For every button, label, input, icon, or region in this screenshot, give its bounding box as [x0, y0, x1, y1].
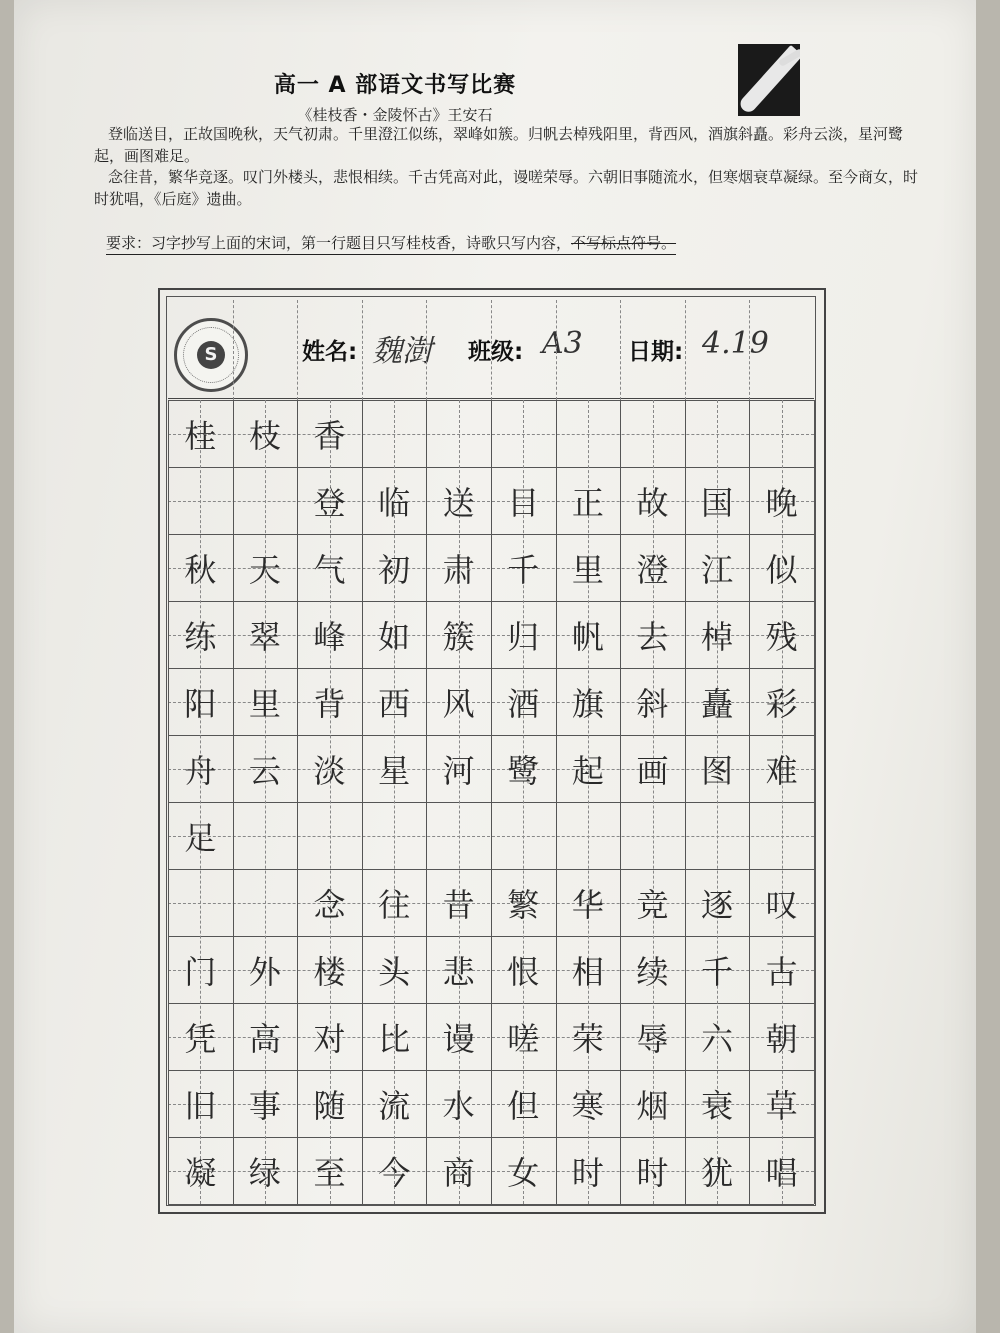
grid-cell: 千 — [701, 952, 734, 991]
grid-cell: 往 — [378, 885, 411, 924]
grid-cell — [685, 400, 750, 467]
grid-cell: 辱 — [636, 1019, 669, 1058]
grid-cell: 起 — [571, 751, 604, 790]
grid-cell — [426, 400, 491, 467]
grid-cell: 相 — [571, 952, 604, 991]
grid-cell: 犹 — [701, 1153, 734, 1192]
poem-paragraph-2: 念往昔，繁华竞逐。叹门外楼头，悲恨相续。千古凭高对此，谩嗟荣辱。六朝旧事随流水，但寒烟衰草凝绿。至今商女，时时犹唱，《后庭》遗曲。 — [94, 168, 919, 208]
grid-cell: 图 — [701, 751, 734, 790]
grid-cell: 凭 — [184, 1019, 217, 1058]
grid-cell: 送 — [442, 483, 475, 522]
name-value: 魏澍 — [372, 334, 432, 369]
grid-cell: 朝 — [765, 1019, 798, 1058]
grid-col-line — [814, 400, 815, 1204]
grid-cell: 故 — [636, 483, 669, 522]
grid-cell: 似 — [765, 550, 798, 589]
requirement-prefix: 要求：习字抄写上面的宋词，第一行题目只写桂枝香，诗歌只写内容， — [106, 234, 572, 252]
grid-cell: 水 — [442, 1086, 475, 1125]
grid-cell — [491, 400, 556, 467]
grid-cell: 舟 — [184, 751, 217, 790]
header-guide-line — [749, 300, 750, 400]
grid-cell: 肃 — [442, 550, 475, 589]
grid-cell: 临 — [378, 483, 411, 522]
grid-cell: 彩 — [765, 684, 798, 723]
grid-cell: 谩 — [442, 1019, 475, 1058]
page-title: 高一 A 部语文书写比赛 — [273, 73, 517, 98]
grid-cell: 对 — [313, 1019, 346, 1058]
grid-cell: 至 — [313, 1153, 346, 1192]
grid-cell: 衰 — [701, 1086, 734, 1125]
grid-cell: 如 — [378, 617, 411, 656]
grid-cell: 古 — [765, 952, 798, 991]
grid-cell: 绿 — [248, 1153, 281, 1192]
grid-cell: 昔 — [442, 885, 475, 924]
grid-cell: 矗 — [701, 684, 734, 723]
grid-cell: 峰 — [313, 617, 346, 656]
grid-cell: 旧 — [184, 1086, 217, 1125]
grid-cell: 背 — [313, 684, 346, 723]
grid-cell: 气 — [313, 550, 346, 589]
grid-cell: 时 — [636, 1153, 669, 1192]
grid-cell — [620, 802, 685, 869]
grid-cell: 去 — [636, 617, 669, 656]
grid-cell: 楼 — [313, 952, 346, 991]
requirement-struck: 不写标点符号。 — [571, 234, 677, 252]
grid-cell — [233, 802, 298, 869]
grid-cell: 时 — [571, 1153, 604, 1192]
grid-cell: 星 — [378, 751, 411, 790]
grid-cell: 枝 — [248, 416, 281, 455]
grid-cell — [168, 869, 233, 936]
grid-cell: 今 — [378, 1153, 411, 1192]
header-guide-line — [362, 300, 363, 400]
grid-cell — [749, 400, 814, 467]
grid-cell: 河 — [442, 751, 475, 790]
grid-cell: 画 — [636, 751, 669, 790]
grid-cell — [620, 400, 685, 467]
grid-cell — [362, 802, 427, 869]
grid-cell: 旗 — [571, 684, 604, 723]
grid-cell: 江 — [701, 550, 734, 589]
grid-cell: 酒 — [507, 684, 540, 723]
grid-cell: 头 — [378, 952, 411, 991]
grid-cell: 华 — [571, 885, 604, 924]
grid-cell: 繁 — [507, 885, 540, 924]
grid-cell: 天 — [248, 550, 281, 589]
grid-cell: 凝 — [184, 1153, 217, 1192]
grid-cell: 竞 — [636, 885, 669, 924]
grid-cell: 但 — [507, 1086, 540, 1125]
grid-cell: 寒 — [571, 1086, 604, 1125]
grid-cell: 残 — [765, 617, 798, 656]
header-guide-line — [426, 300, 427, 400]
grid-cell: 悲 — [442, 952, 475, 991]
grid-cell — [556, 802, 621, 869]
header-guide-line — [685, 300, 686, 400]
grid-cell: 里 — [248, 684, 281, 723]
grid-cell: 唱 — [765, 1153, 798, 1192]
grid-cell: 正 — [571, 483, 604, 522]
grid-cell: 澄 — [636, 550, 669, 589]
grid-cell — [297, 802, 362, 869]
date-label: 日期: — [628, 339, 684, 365]
grid-cell — [749, 802, 814, 869]
grid-cell — [491, 802, 556, 869]
grid-cell — [685, 802, 750, 869]
grid-cell: 云 — [248, 751, 281, 790]
grid-cell: 足 — [184, 818, 217, 857]
poem-subtitle: 《桂枝香・金陵怀古》王安石 — [297, 106, 493, 124]
name-label: 姓名: — [302, 339, 358, 365]
grid-cell: 女 — [507, 1153, 540, 1192]
grid-cell: 烟 — [636, 1086, 669, 1125]
grid-cell: 风 — [442, 684, 475, 723]
grid-cell: 门 — [184, 952, 217, 991]
grid-cell: 初 — [378, 550, 411, 589]
grid-cell: 秋 — [184, 550, 217, 589]
grid-cell: 国 — [701, 483, 734, 522]
grid-cell: 阳 — [184, 684, 217, 723]
grid-cell: 练 — [184, 617, 217, 656]
class-label: 班级: — [468, 339, 524, 365]
grid-cell: 帆 — [571, 617, 604, 656]
poem-paragraph-1: 登临送目，正故国晚秋，天气初肃。千里澄江似练，翠峰如簇。归帆去棹残阳里，背西风，酒旗斜矗。彩舟云淡，星河鹭起，画图难足。 — [94, 125, 904, 165]
grid-cell: 随 — [313, 1086, 346, 1125]
grid-cell: 里 — [571, 550, 604, 589]
grid-cell: 晚 — [765, 483, 798, 522]
grid-cell: 高 — [248, 1019, 281, 1058]
grid-cell: 商 — [442, 1153, 475, 1192]
header-guide-line — [233, 300, 234, 400]
grid-cell: 千 — [507, 550, 540, 589]
grid-cell: 簇 — [442, 617, 475, 656]
grid-cell: 恨 — [507, 952, 540, 991]
header-guide-line — [556, 300, 557, 400]
grid-row-line — [168, 1204, 814, 1205]
header-guide-line — [620, 300, 621, 400]
grid-cell: 事 — [248, 1086, 281, 1125]
grid-cell: 难 — [765, 751, 798, 790]
grid-cell: 外 — [248, 952, 281, 991]
grid-cell: 逐 — [701, 885, 734, 924]
grid-cell: 登 — [313, 483, 346, 522]
grid-cell: 六 — [701, 1019, 734, 1058]
grid-cell — [426, 802, 491, 869]
grid-cell: 斜 — [636, 684, 669, 723]
grid-cell: 鹭 — [507, 751, 540, 790]
grid-cell — [556, 400, 621, 467]
grid-cell: 草 — [765, 1086, 798, 1125]
grid-cell: 香 — [313, 416, 346, 455]
grid-cell: 念 — [313, 885, 346, 924]
grid-cell: 流 — [378, 1086, 411, 1125]
grid-cell: 西 — [378, 684, 411, 723]
grid-cell: 荣 — [571, 1019, 604, 1058]
grid-cell: 续 — [636, 952, 669, 991]
grid-cell: 淡 — [313, 751, 346, 790]
header-guide-line — [491, 300, 492, 400]
grid-cell: 比 — [378, 1019, 411, 1058]
grid-cell — [233, 467, 298, 534]
grid-cell: 嗟 — [507, 1019, 540, 1058]
grid-cell: 叹 — [765, 885, 798, 924]
grid-cell — [233, 869, 298, 936]
class-value: A3 — [542, 326, 583, 361]
grid-cell: 翠 — [248, 617, 281, 656]
grid-cell — [362, 400, 427, 467]
grid-cell: 归 — [507, 617, 540, 656]
seal-letter: S — [197, 341, 225, 369]
header-guide-line — [297, 300, 298, 400]
grid-cell: 目 — [507, 483, 540, 522]
grid-cell: 棹 — [701, 617, 734, 656]
date-value: 4.19 — [702, 326, 769, 361]
grid-cell — [168, 467, 233, 534]
grid-cell: 桂 — [184, 416, 217, 455]
